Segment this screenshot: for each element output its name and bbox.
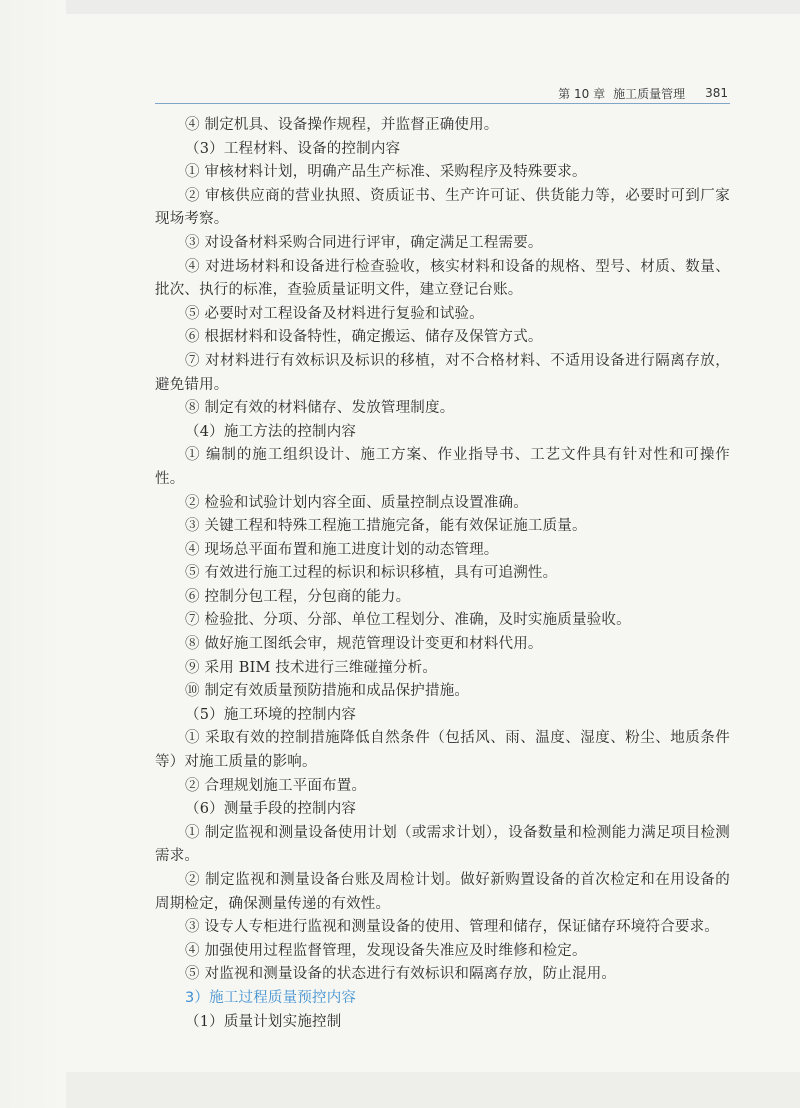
paragraph: ③ 关键工程和特殊工程施工措施完备，能有效保证施工质量。 <box>185 518 587 535</box>
scan-bottom-band <box>66 1072 800 1108</box>
paragraph: ④ 制定机具、设备操作规程，并监督正确使用。 <box>185 117 499 133</box>
chapter-number: 第 10 章 <box>558 86 606 101</box>
paragraph: ② 制定监视和测量设备台账及周检计划。做好新购置设备的首次检定和在用设备的周期检定，确保测量传递的有效性。 <box>155 872 730 912</box>
page-number: 381 <box>705 86 728 100</box>
paragraph: ⑤ 对监视和测量设备的状态进行有效标识和隔离存放，防止混用。 <box>185 966 617 983</box>
paragraph: ④ 现场总平面布置和施工进度计划的动态管理。 <box>185 541 499 558</box>
paragraph: ② 检验和试验计划内容全面、质量控制点设置准确。 <box>185 494 528 511</box>
running-header <box>155 83 728 103</box>
paragraph: ① 编制的施工组织设计、施工方案、作业指导书、工艺文件具有针对性和可操作性。 <box>155 447 730 487</box>
paragraph: ④ 对进场材料和设备进行检查验收，核实材料和设备的规格、型号、材质、数量、批次、执行的标准，查验质量证明文件，建立登记台账。 <box>155 258 730 299</box>
paragraph: ⑥ 根据材料和设备特性，确定搬运、储存及保管方式。 <box>185 329 543 346</box>
paragraph: ① 审核材料计划，明确产品生产标准、采购程序及特殊要求。 <box>185 164 587 181</box>
paragraph: ④ 加强使用过程监督管理，发现设备失准应及时维修和检定。 <box>185 942 587 959</box>
subheading: （6）测量手段的控制内容 <box>185 801 357 818</box>
paragraph: ③ 对设备材料采购合同进行评审，确定满足工程需要。 <box>185 234 543 251</box>
paragraph: ⑨ 采用 BIM 技术进行三维碰撞分析。 <box>185 659 438 676</box>
subheading: （4）施工方法的控制内容 <box>185 423 357 440</box>
paragraph: ⑥ 控制分包工程，分包商的能力。 <box>185 588 411 605</box>
paragraph: ⑤ 必要时对工程设备及材料进行复验和试验。 <box>185 305 484 322</box>
paragraph: ⑦ 对材料进行有效标识及标识的移植，对不合格材料、不适用设备进行隔离存放，避免错用。 <box>155 352 730 393</box>
paragraph: ① 制定监视和测量设备使用计划（或需求计划），设备数量和检测能力满足项目检测需求。 <box>155 824 730 865</box>
body-text <box>155 114 730 1034</box>
scan-left-shadow <box>0 0 66 1108</box>
paragraph: ⑦ 检验批、分项、分部、单位工程划分、准确，及时实施质量验收。 <box>185 612 631 629</box>
paragraph: ⑤ 有效进行施工过程的标识和标识移植，具有可追溯性。 <box>185 565 558 582</box>
paragraph: ⑧ 制定有效的材料储存、发放管理制度。 <box>185 400 455 417</box>
chapter-title: 施工质量管理 <box>613 86 686 101</box>
subheading: （3）工程材料、设备的控制内容 <box>185 140 401 157</box>
paragraph: ⑩ 制定有效质量预防措施和成品保护措施。 <box>185 683 470 700</box>
paragraph: ③ 设专人专柜进行监视和测量设备的使用、管理和储存，保证储存环境符合要求。 <box>185 919 720 936</box>
scan-top-band <box>66 0 800 14</box>
section-heading: 3）施工过程质量预控内容 <box>185 989 357 1006</box>
paragraph: ② 合理规划施工平面布置。 <box>185 777 367 794</box>
subsection-heading: （1）质量计划实施控制 <box>185 1013 342 1030</box>
paragraph: ① 采取有效的控制措施降低自然条件（包括风、雨、温度、湿度、粉尘、地质条件等）对施工质量的影响。 <box>155 730 730 771</box>
header-rule <box>155 103 730 104</box>
subheading: （5）施工环境的控制内容 <box>185 706 357 723</box>
paragraph: ② 审核供应商的营业执照、资质证书、生产许可证、供货能力等，必要时可到厂家现场考察。 <box>155 187 730 228</box>
paragraph: ⑧ 做好施工图纸会审，规范管理设计变更和材料代用。 <box>185 636 543 653</box>
